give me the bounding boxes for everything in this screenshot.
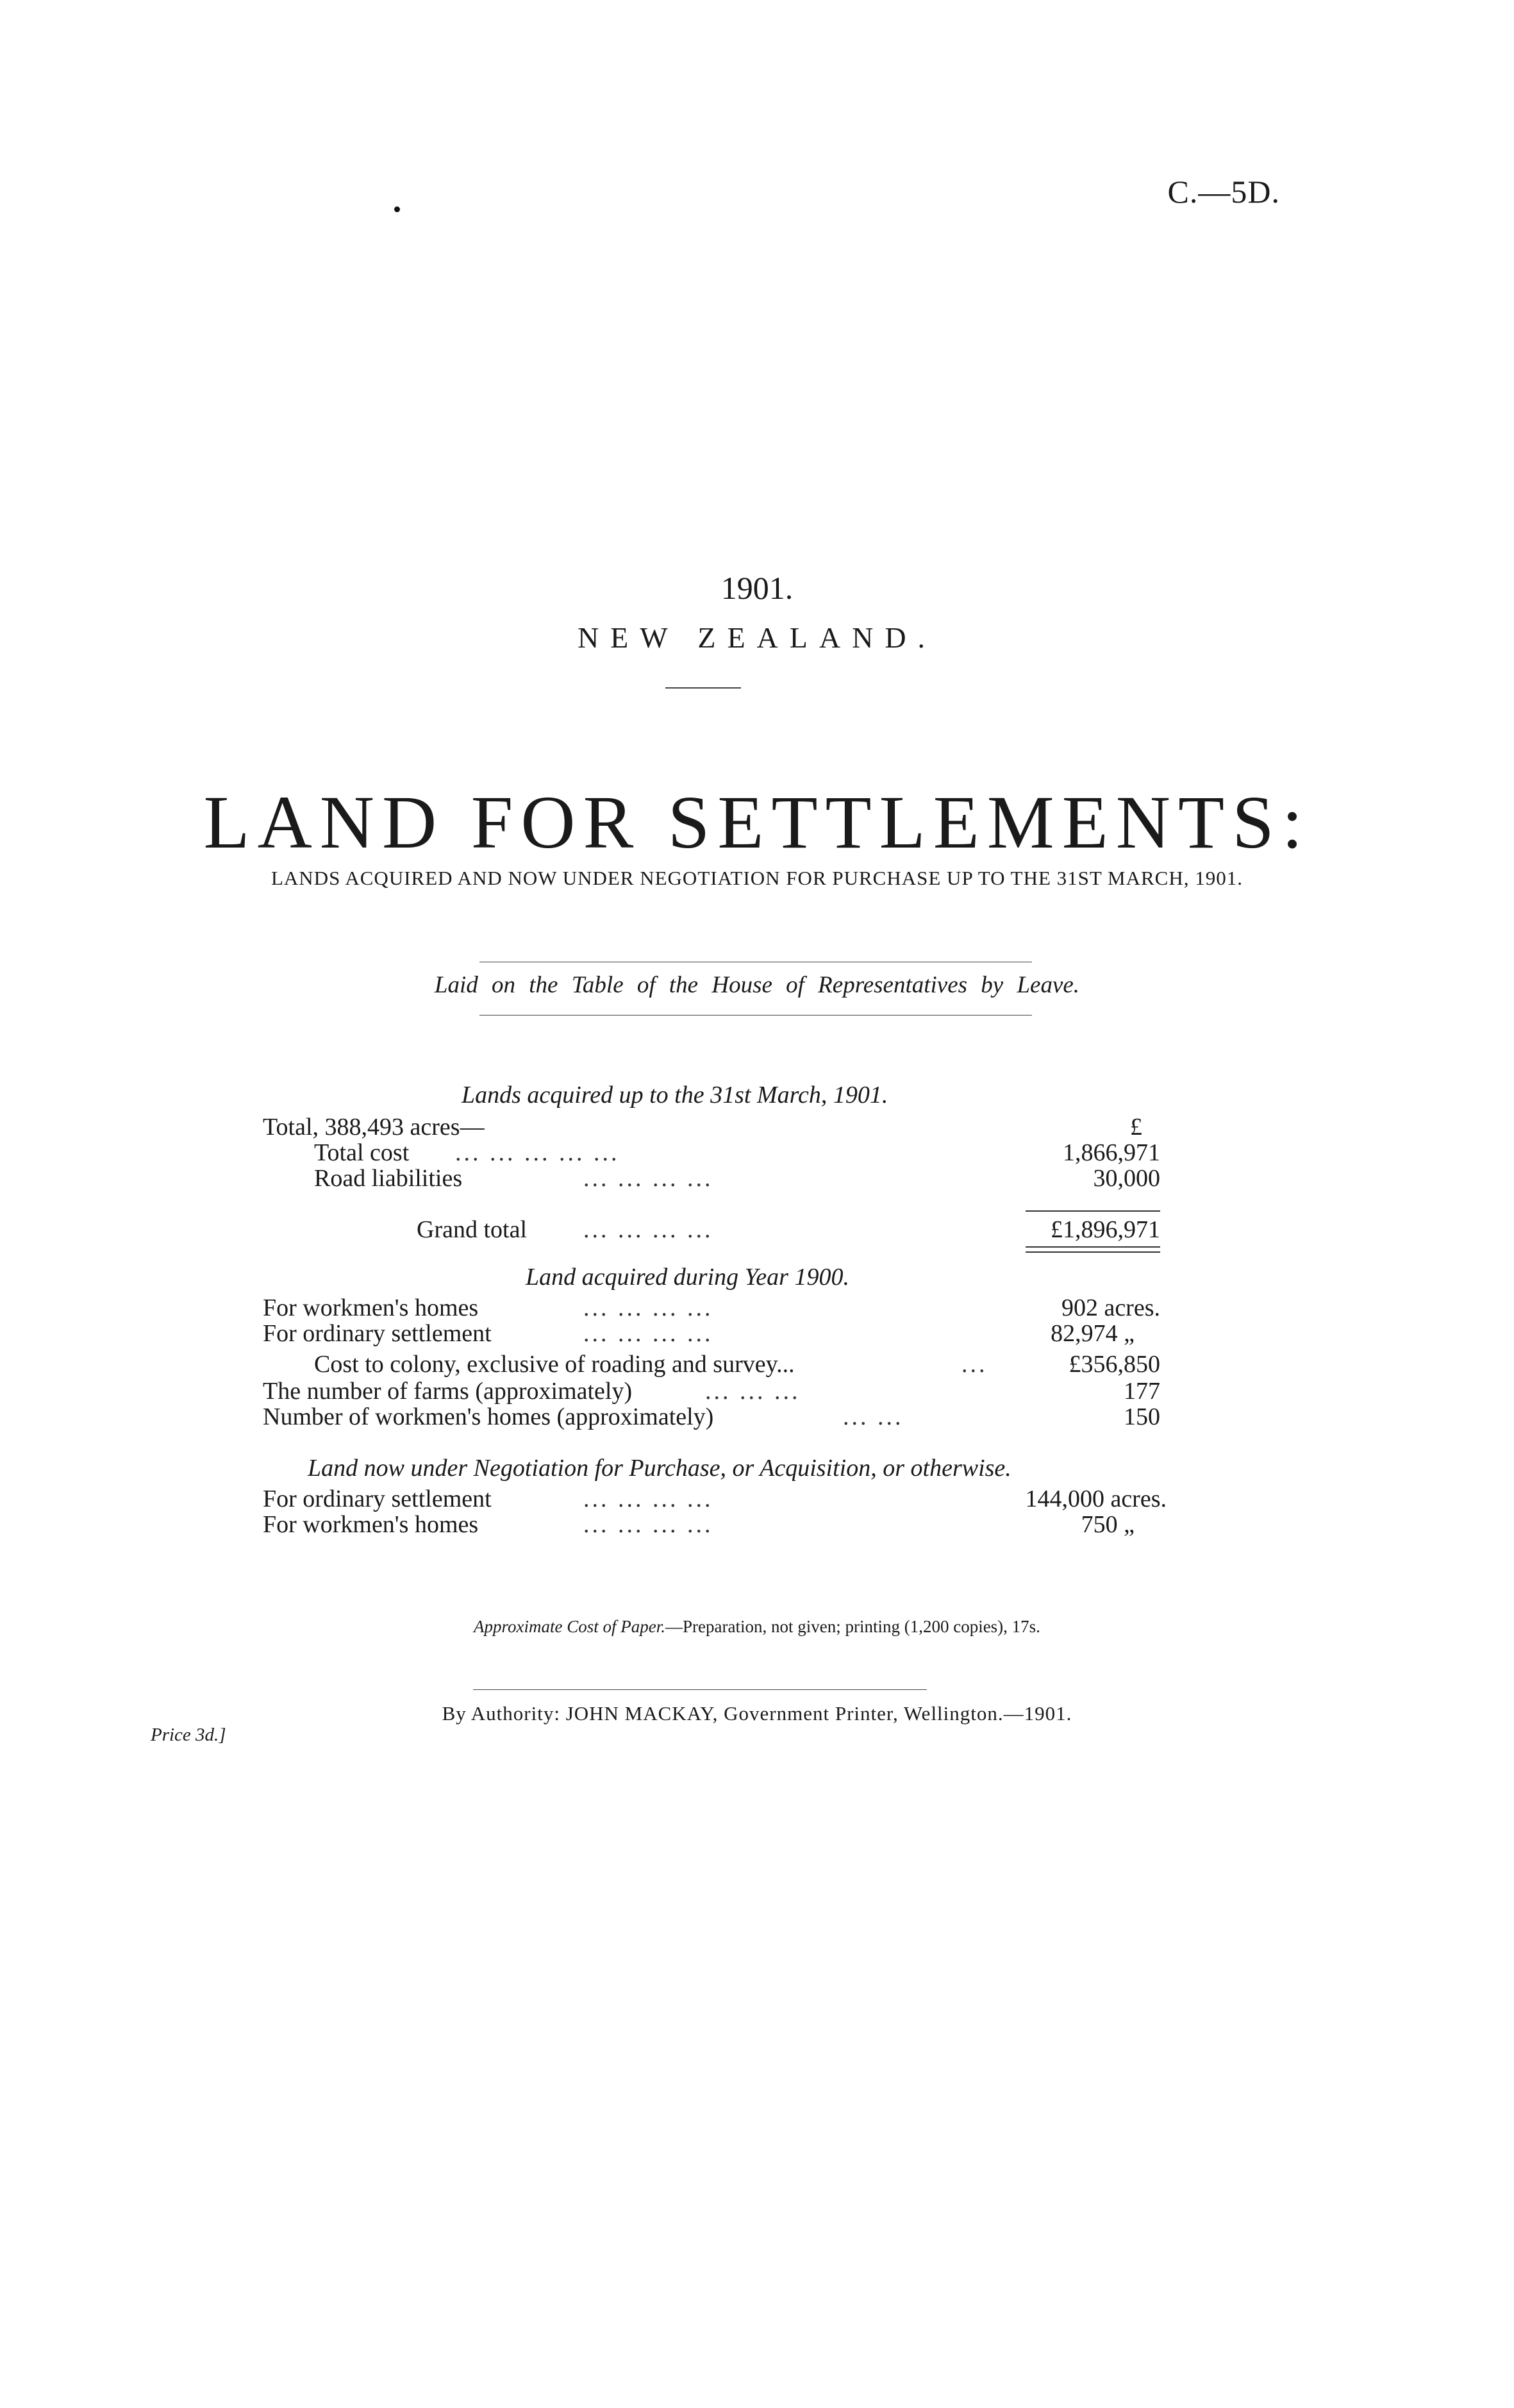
- leader-dots: ... ...: [843, 1403, 904, 1430]
- table-row: [263, 1404, 1160, 1430]
- table-row: [263, 1485, 1167, 1512]
- row-label: Cost to colony, exclusive of roading and survey...: [314, 1351, 795, 1378]
- price-note: Price 3d.]: [151, 1725, 226, 1745]
- total-acres-row: [263, 1114, 1160, 1140]
- row-label: For workmen's homes: [263, 1294, 479, 1321]
- table-row: [263, 1321, 1160, 1346]
- grand-total-label: Grand total: [417, 1216, 528, 1243]
- table-row: [263, 1166, 1160, 1191]
- section1-heading: Lands acquired up to the 31st March, 1901.: [462, 1082, 888, 1108]
- row-value: 902 acres.: [1061, 1294, 1160, 1321]
- leader-dots: ... ... ... ...: [583, 1511, 713, 1538]
- leader-dots: ... ... ... ... ...: [455, 1139, 620, 1166]
- document-subtitle: LANDS ACQUIRED AND NOW UNDER NEGOTIATION FOR PURCHASE UP TO THE 31ST MARCH, 1901.: [270, 867, 1243, 889]
- row-value: 82,974 „: [1051, 1320, 1135, 1347]
- leader-dots: ... ... ... ...: [583, 1320, 713, 1347]
- row-value: 30,000: [1093, 1165, 1160, 1192]
- table-row: [263, 1512, 1160, 1537]
- divider-short: [665, 687, 741, 689]
- table-row: [263, 1140, 1160, 1166]
- section2-heading: Land acquired during Year 1900.: [526, 1264, 849, 1291]
- row-value: 177: [1124, 1378, 1160, 1405]
- row-value: 150: [1124, 1403, 1160, 1430]
- leader-dots: ... ... ... ...: [583, 1165, 713, 1192]
- row-value: £356,850: [1069, 1351, 1160, 1378]
- sum-rule: [1026, 1210, 1160, 1212]
- row-label: Road liabilities: [314, 1165, 463, 1192]
- leader-dots: ... ... ... ...: [583, 1294, 713, 1321]
- country-heading: NEW ZEALAND.: [577, 621, 937, 654]
- document-year: 1901.: [720, 570, 794, 606]
- divider-authority: [473, 1689, 927, 1690]
- land-table: [263, 1077, 1167, 1571]
- document-title: LAND FOR SETTLEMENTS:: [203, 780, 1311, 864]
- document-reference: C.—5D.: [1167, 174, 1280, 210]
- cost-of-paper: [0, 1617, 1514, 1637]
- grand-total-row: [263, 1217, 1160, 1242]
- leader-dots: ...: [961, 1351, 988, 1378]
- double-rule-top: [1026, 1246, 1160, 1248]
- row-value: 1,866,971: [1063, 1139, 1160, 1166]
- table-row: [263, 1351, 1160, 1377]
- leader-dots: ... ... ... ...: [583, 1216, 713, 1243]
- row-label: For workmen's homes: [263, 1511, 479, 1538]
- leader-dots: ... ... ... ...: [583, 1485, 713, 1512]
- currency-symbol: £: [1130, 1114, 1142, 1141]
- table-row: [263, 1378, 1160, 1404]
- section3-heading: Land now under Negotiation for Purchase, or Acquisition, or otherwise.: [308, 1455, 1011, 1482]
- leader-dots: ... ... ...: [705, 1378, 801, 1405]
- table-row: [263, 1295, 1160, 1321]
- row-label: For ordinary settlement: [263, 1485, 492, 1512]
- grand-total-value: £1,896,971: [1051, 1216, 1160, 1243]
- total-acres-label: Total, 388,493 acres—: [263, 1114, 485, 1141]
- row-label: The number of farms (approximately): [263, 1378, 633, 1405]
- row-label: For ordinary settlement: [263, 1320, 492, 1347]
- divider-laid-bottom: [479, 1015, 1032, 1016]
- row-value: 144,000 acres.: [1025, 1485, 1167, 1512]
- cost-label: Approximate Cost of Paper.: [474, 1617, 666, 1636]
- printer-authority: By Authority: JOHN MACKAY, Government Printer, Wellington.—1901.: [442, 1702, 1072, 1725]
- row-label: Number of workmen's homes (approximately): [263, 1403, 714, 1430]
- cost-text: —Preparation, not given; printing (1,200 copies), 17s.: [665, 1617, 1040, 1636]
- row-value: 750 „: [1081, 1511, 1135, 1538]
- double-rule-bottom: [1026, 1251, 1160, 1253]
- row-label: Total cost: [314, 1139, 410, 1166]
- laid-statement: Laid on the Table of the House of Representatives by Leave.: [434, 972, 1080, 998]
- ink-dot: [394, 206, 400, 212]
